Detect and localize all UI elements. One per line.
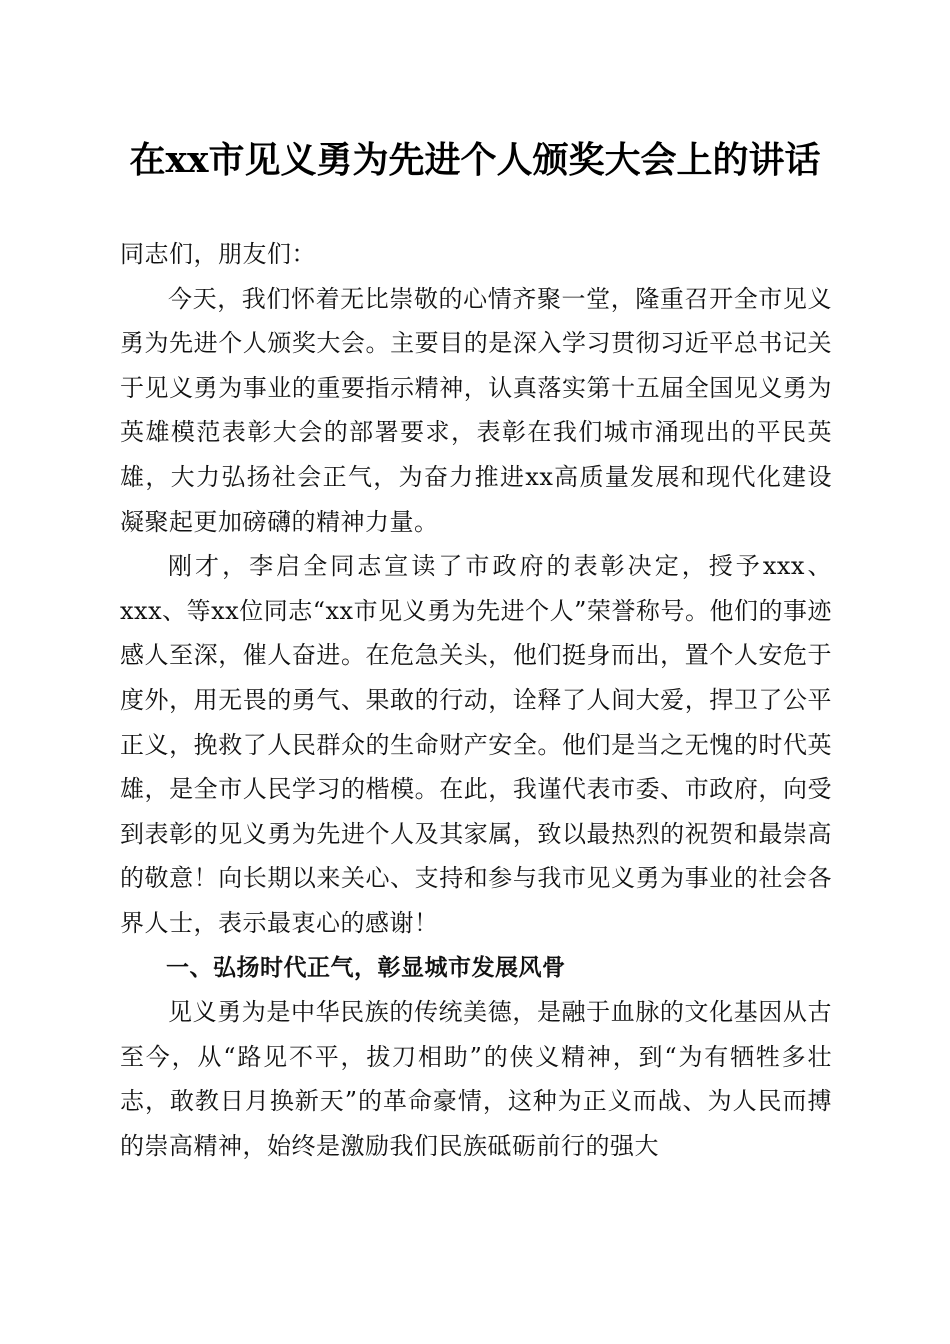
paragraph-opening: 今天，我们怀着无比崇敬的心情齐聚一堂，隆重召开全市见义勇为先进个人颁奖大会。主要目的是深入学习贯彻习近平总书记关于见义勇为事业的重要指示精神，认真落实第十五届全国见义勇为英雄模范表彰大会的部署要求，表彰在我们城市涌现出的平民英雄，大力弘扬社会正气，为奋力推进xx高质量发展和现代化建设凝聚起更加磅礴的精神力量。 <box>120 284 832 536</box>
salutation: 同志们，朋友们： <box>120 240 316 268</box>
document-body <box>120 232 832 1168</box>
paragraph-section-one: 见义勇为是中华民族的传统美德，是融于血脉的文化基因从古至今，从“路见不平，拔刀相助”的侠义精神，到“为有牺牲多壮志，敢教日月换新天”的革命豪情，这种为正义而战、为人民而搏的崇高精神，始终是激励我们民族砥砺前行的强大 <box>120 998 832 1160</box>
paragraph-commendation: 刚才，李启全同志宣读了市政府的表彰决定，授予xxx、xxx、等xx位同志“xx市见义勇为先进个人”荣誉称号。他们的事迹感人至深，催人奋进。在危急关头，他们挺身而出，置个人安危于度外，用无畏的勇气、果敢的行动，诠释了人间大爱，捍卫了公平正义，挽救了人民群众的生命财产安全。他们是当之无愧的时代英雄，是全市人民学习的楷模。在此，我谨代表市委、市政府，向受到表彰的见义勇为先进个人及其家属，致以最热烈的祝贺和最崇高的敬意！向长期以来关心、支持和参与我市见义勇为事业的社会各界人士，表示最衷心的感谢！ <box>120 552 832 937</box>
document-title: 在xx市见义勇为先进个人颁奖大会上的讲话 <box>129 139 821 181</box>
section-heading: 一、弘扬时代正气，彰显城市发展风骨 <box>166 954 566 981</box>
